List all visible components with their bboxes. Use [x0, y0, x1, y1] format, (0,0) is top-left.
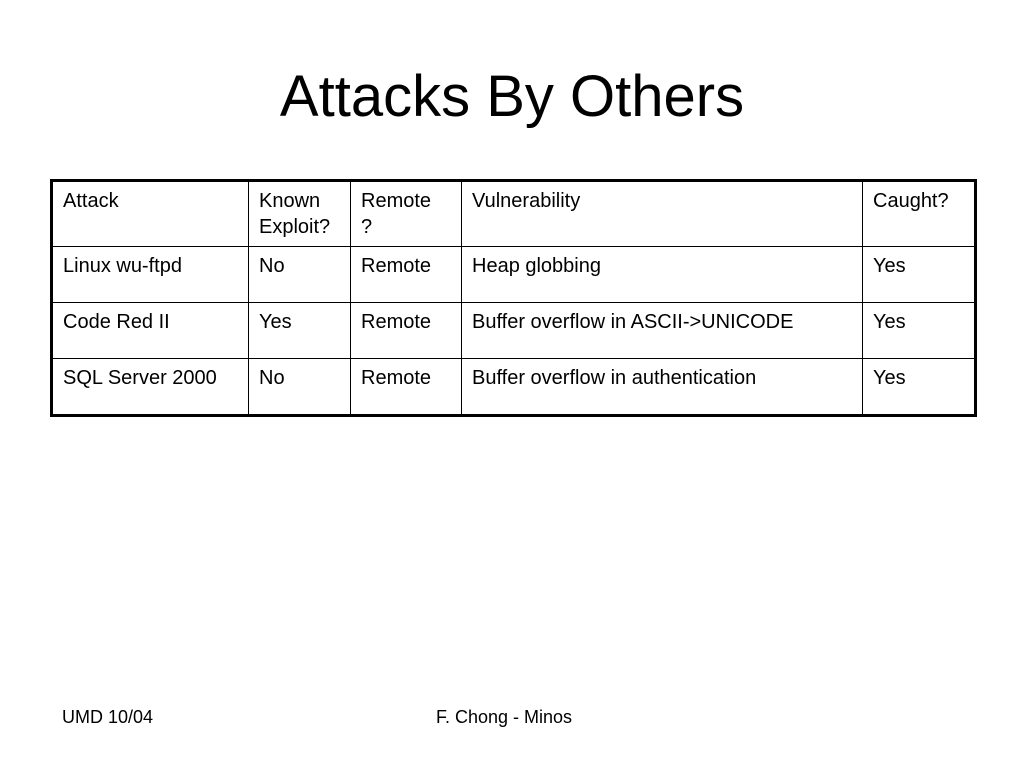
table-row [52, 247, 976, 303]
header-known-exploit: Known Exploit? [249, 181, 351, 247]
footer-date: UMD 10/04 [62, 707, 154, 727]
cell-vulnerability: Buffer overflow in ASCII->UNICODE [462, 303, 863, 359]
table-row [52, 359, 976, 416]
cell-remote: Remote [351, 247, 462, 303]
table-row [52, 303, 976, 359]
cell-attack: SQL Server 2000 [52, 359, 249, 416]
slide-title: Attacks By Others [279, 64, 745, 129]
header-remote: Remote ? [351, 181, 462, 247]
cell-caught: Yes [863, 303, 976, 359]
header-vulnerability: Vulnerability [462, 181, 863, 247]
attacks-table [50, 179, 977, 417]
cell-remote: Remote [351, 359, 462, 416]
cell-known-exploit: Yes [249, 303, 351, 359]
table-header-row [52, 181, 976, 247]
cell-remote: Remote [351, 303, 462, 359]
header-attack: Attack [52, 181, 249, 247]
cell-known-exploit: No [249, 359, 351, 416]
cell-vulnerability: Buffer overflow in authentication [462, 359, 863, 416]
cell-attack: Code Red II [52, 303, 249, 359]
cell-caught: Yes [863, 247, 976, 303]
header-caught: Caught? [863, 181, 976, 247]
cell-attack: Linux wu-ftpd [52, 247, 249, 303]
footer-author: F. Chong - Minos [436, 707, 573, 727]
cell-known-exploit: No [249, 247, 351, 303]
cell-caught: Yes [863, 359, 976, 416]
cell-vulnerability: Heap globbing [462, 247, 863, 303]
